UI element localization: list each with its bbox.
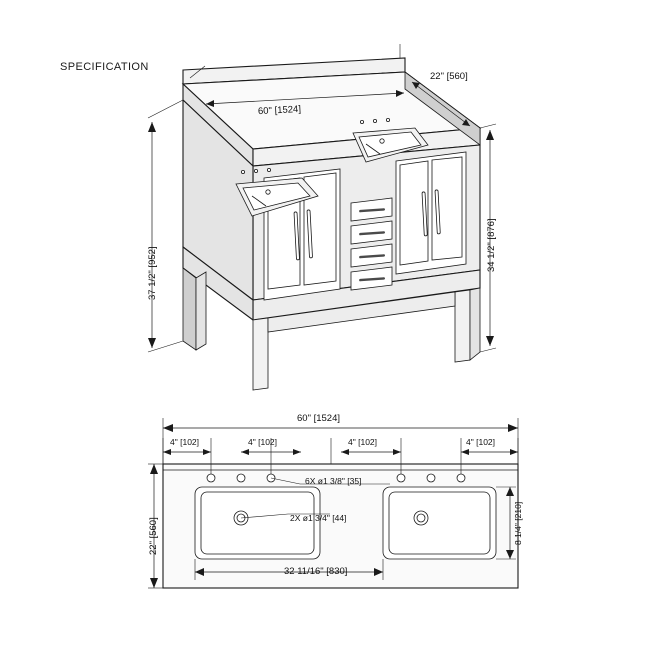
dim-edge-left: 4" [102] xyxy=(170,437,200,447)
callout-faucet-holes: 6X ø1 3/8" [35] xyxy=(305,476,362,486)
dim-top-width: 60" [1524] xyxy=(297,413,340,424)
dim-center-span: 4" [102] xyxy=(348,437,378,447)
dim-edge-right: 4" [102] xyxy=(466,437,496,447)
dim-faucet-left: 4" [102] xyxy=(248,437,278,447)
dim-top-depth: 22" [560] xyxy=(148,517,159,555)
dim-width-front: 60" [1524] xyxy=(257,103,302,118)
page-title: SPECIFICATION xyxy=(60,61,149,73)
perspective-geometry xyxy=(183,58,480,390)
dim-height-overall: 37 1/2" [952] xyxy=(147,246,158,300)
callout-drain-holes: 2X ø1 3/4" [44] xyxy=(290,513,347,523)
dim-basin-spacing: 32 11/16" [830] xyxy=(284,566,348,577)
dim-height-counter: 34 1/2" [876] xyxy=(486,218,497,272)
dim-depth-side: 22" [560] xyxy=(430,71,468,82)
dim-basin-depth: 8 1/4" [210] xyxy=(513,501,523,545)
